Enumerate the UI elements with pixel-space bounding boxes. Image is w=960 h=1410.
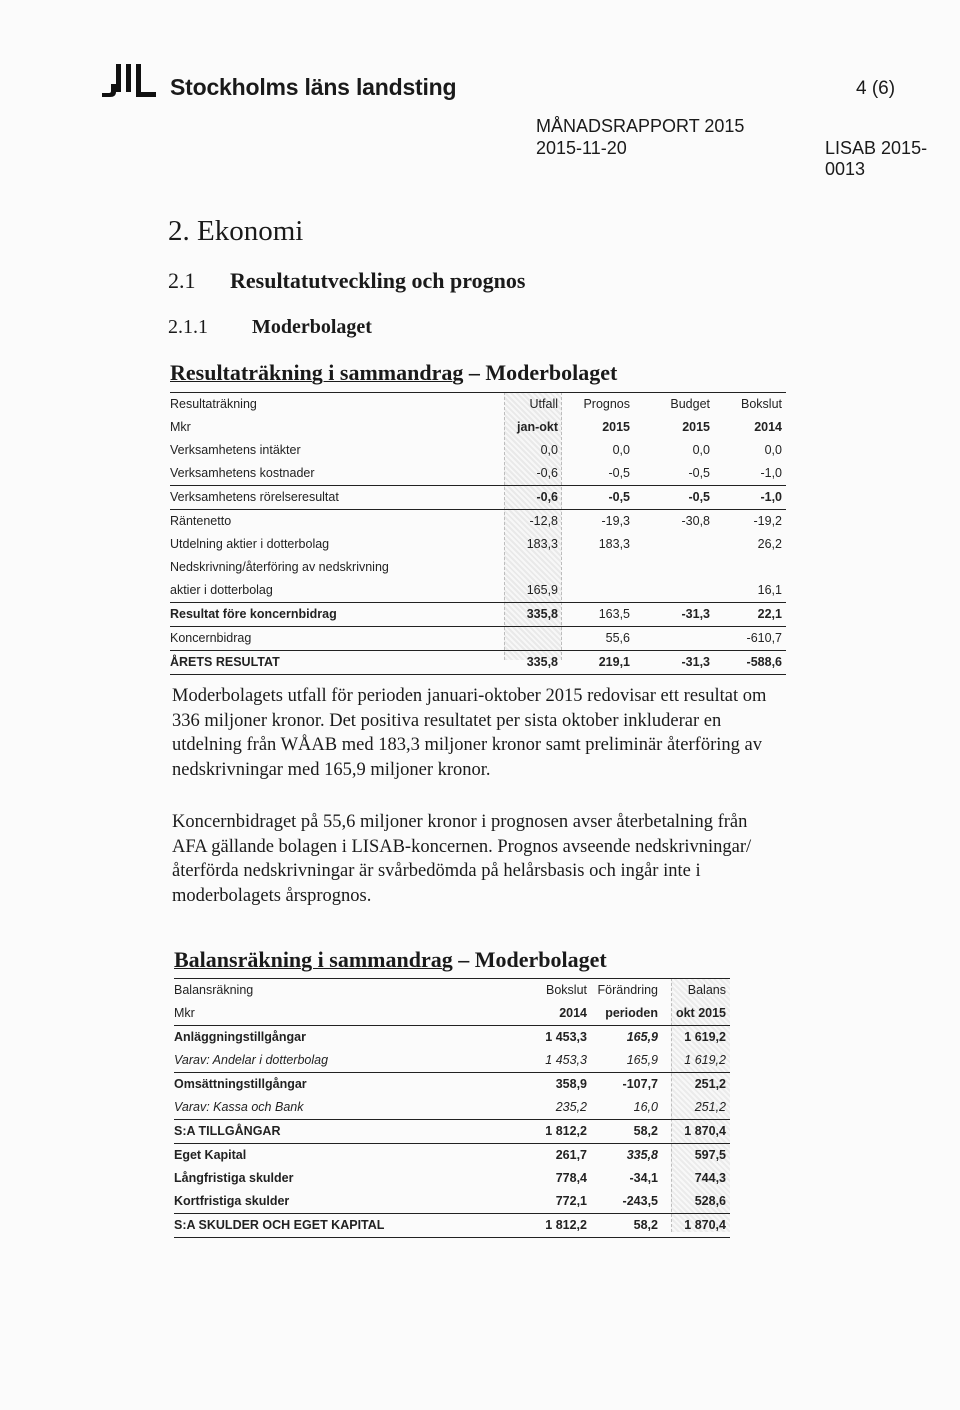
table-total-row: S:A TILLGÅNGAR 1 812,2 58,2 1 870,4 <box>174 1120 730 1144</box>
table-header-row: Mkr 2014 perioden okt 2015 <box>174 1002 730 1026</box>
table-row: Verksamhetens rörelseresultat -0,6 -0,5 -0,5 -1,0 <box>170 486 786 510</box>
table-row: Varav: Kassa och Bank 235,2 16,0 251,2 <box>174 1096 730 1120</box>
table-header-row: Mkr jan-okt 2015 2015 2014 <box>170 420 782 434</box>
sll-logo <box>100 62 160 100</box>
subsection-title: Resultatutveckling och prognos <box>230 268 526 293</box>
organization-name: Stockholms läns landsting <box>170 74 457 100</box>
subsection-number: 2.1 <box>168 268 196 293</box>
subsubsection-heading <box>168 316 372 339</box>
table-header-row: Balansräkning Bokslut Förändring Balans <box>174 978 730 1002</box>
table-row: Räntenetto -12,8 -19,3 -30,8 -19,2 <box>170 514 782 528</box>
income-table-title-rest: – Moderbolaget <box>463 360 618 385</box>
report-date: 2015-11-20 <box>536 138 627 158</box>
balance-table-title-main: Balansräkning i sammandrag <box>174 947 453 972</box>
balance-table-title-rest: – Moderbolaget <box>452 947 607 972</box>
table-total-row: ÅRETS RESULTAT 335,8 219,1 -31,3 -588,6 <box>170 651 786 675</box>
table-row: Verksamhetens kostnader -0,6 -0,5 -0,5 -1,0 <box>170 462 786 486</box>
section-title: Ekonomi <box>197 215 304 247</box>
report-id: LISAB 2015-0013 <box>825 138 928 179</box>
table-row: Resultat före koncernbidrag 335,8 163,5 -31,3 22,1 <box>170 603 786 627</box>
subsubsection-title: Moderbolaget <box>252 316 372 338</box>
balance-table-title <box>174 947 607 973</box>
income-statement-table <box>170 392 786 675</box>
balance-sheet-table <box>174 978 730 1238</box>
paragraph-result-summary: Moderbolagets utfall för perioden januari-oktober 2015 redovisar ett resultat om 336 miljoner kronor. Det positiva resultatet per sista oktober inkluderar en utdelning från WÅAB med 183,3 miljoner kronor samt preliminär återföring av nedskrivningar med 165,9 miljoner kronor. <box>172 686 767 780</box>
table-row: Omsättningstillgångar 358,9 -107,7 251,2 <box>174 1077 726 1091</box>
table-row: Kortfristiga skulder 772,1 -243,5 528,6 <box>174 1190 730 1214</box>
table-row: Varav: Andelar i dotterbolag 1 453,3 165,9 1 619,2 <box>174 1049 730 1073</box>
table-row: Verksamhetens intäkter 0,0 0,0 0,0 0,0 <box>170 443 782 457</box>
table-row: Nedskrivning/återföring av nedskrivning <box>170 560 389 574</box>
table-row: Långfristiga skulder 778,4 -34,1 744,3 <box>174 1171 726 1185</box>
table-row: Utdelning aktier i dotterbolag 183,3 183,3 26,2 <box>170 537 782 551</box>
subsubsection-number: 2.1.1 <box>168 316 208 338</box>
page-number: 4 (6) <box>856 78 896 99</box>
subsection-heading <box>168 268 525 294</box>
table-total-row: S:A SKULDER OCH EGET KAPITAL 1 812,2 58,2 1 870,4 <box>174 1214 730 1238</box>
paragraph-group-contribution: Koncernbidraget på 55,6 miljoner kronor i prognosen avser återbetalning från AFA gällande bolagen i LISAB-koncernen. Prognos avseende nedskrivningar/återförda nedskrivningar är svårbedömda på helårsbasis och ingår inte i moderbolagets årsprognos. <box>172 812 752 906</box>
table-row: aktier i dotterbolag 165,9 16,1 <box>170 579 786 603</box>
income-table-title-main: Resultaträkning i sammandrag <box>170 360 464 385</box>
table-row: Anläggningstillgångar 1 453,3 165,9 1 619,2 <box>174 1030 726 1044</box>
report-title: MÅNADSRAPPORT 2015 <box>536 116 745 136</box>
table-row: Koncernbidrag 55,6 -610,7 <box>170 627 786 651</box>
section-heading <box>168 215 303 248</box>
table-row: Eget Kapital 261,7 335,8 597,5 <box>174 1148 726 1162</box>
section-number: 2. <box>168 215 190 247</box>
table-header-row: Resultaträkning Utfall Prognos Budget Bokslut <box>170 392 786 416</box>
income-table-title <box>170 360 617 386</box>
